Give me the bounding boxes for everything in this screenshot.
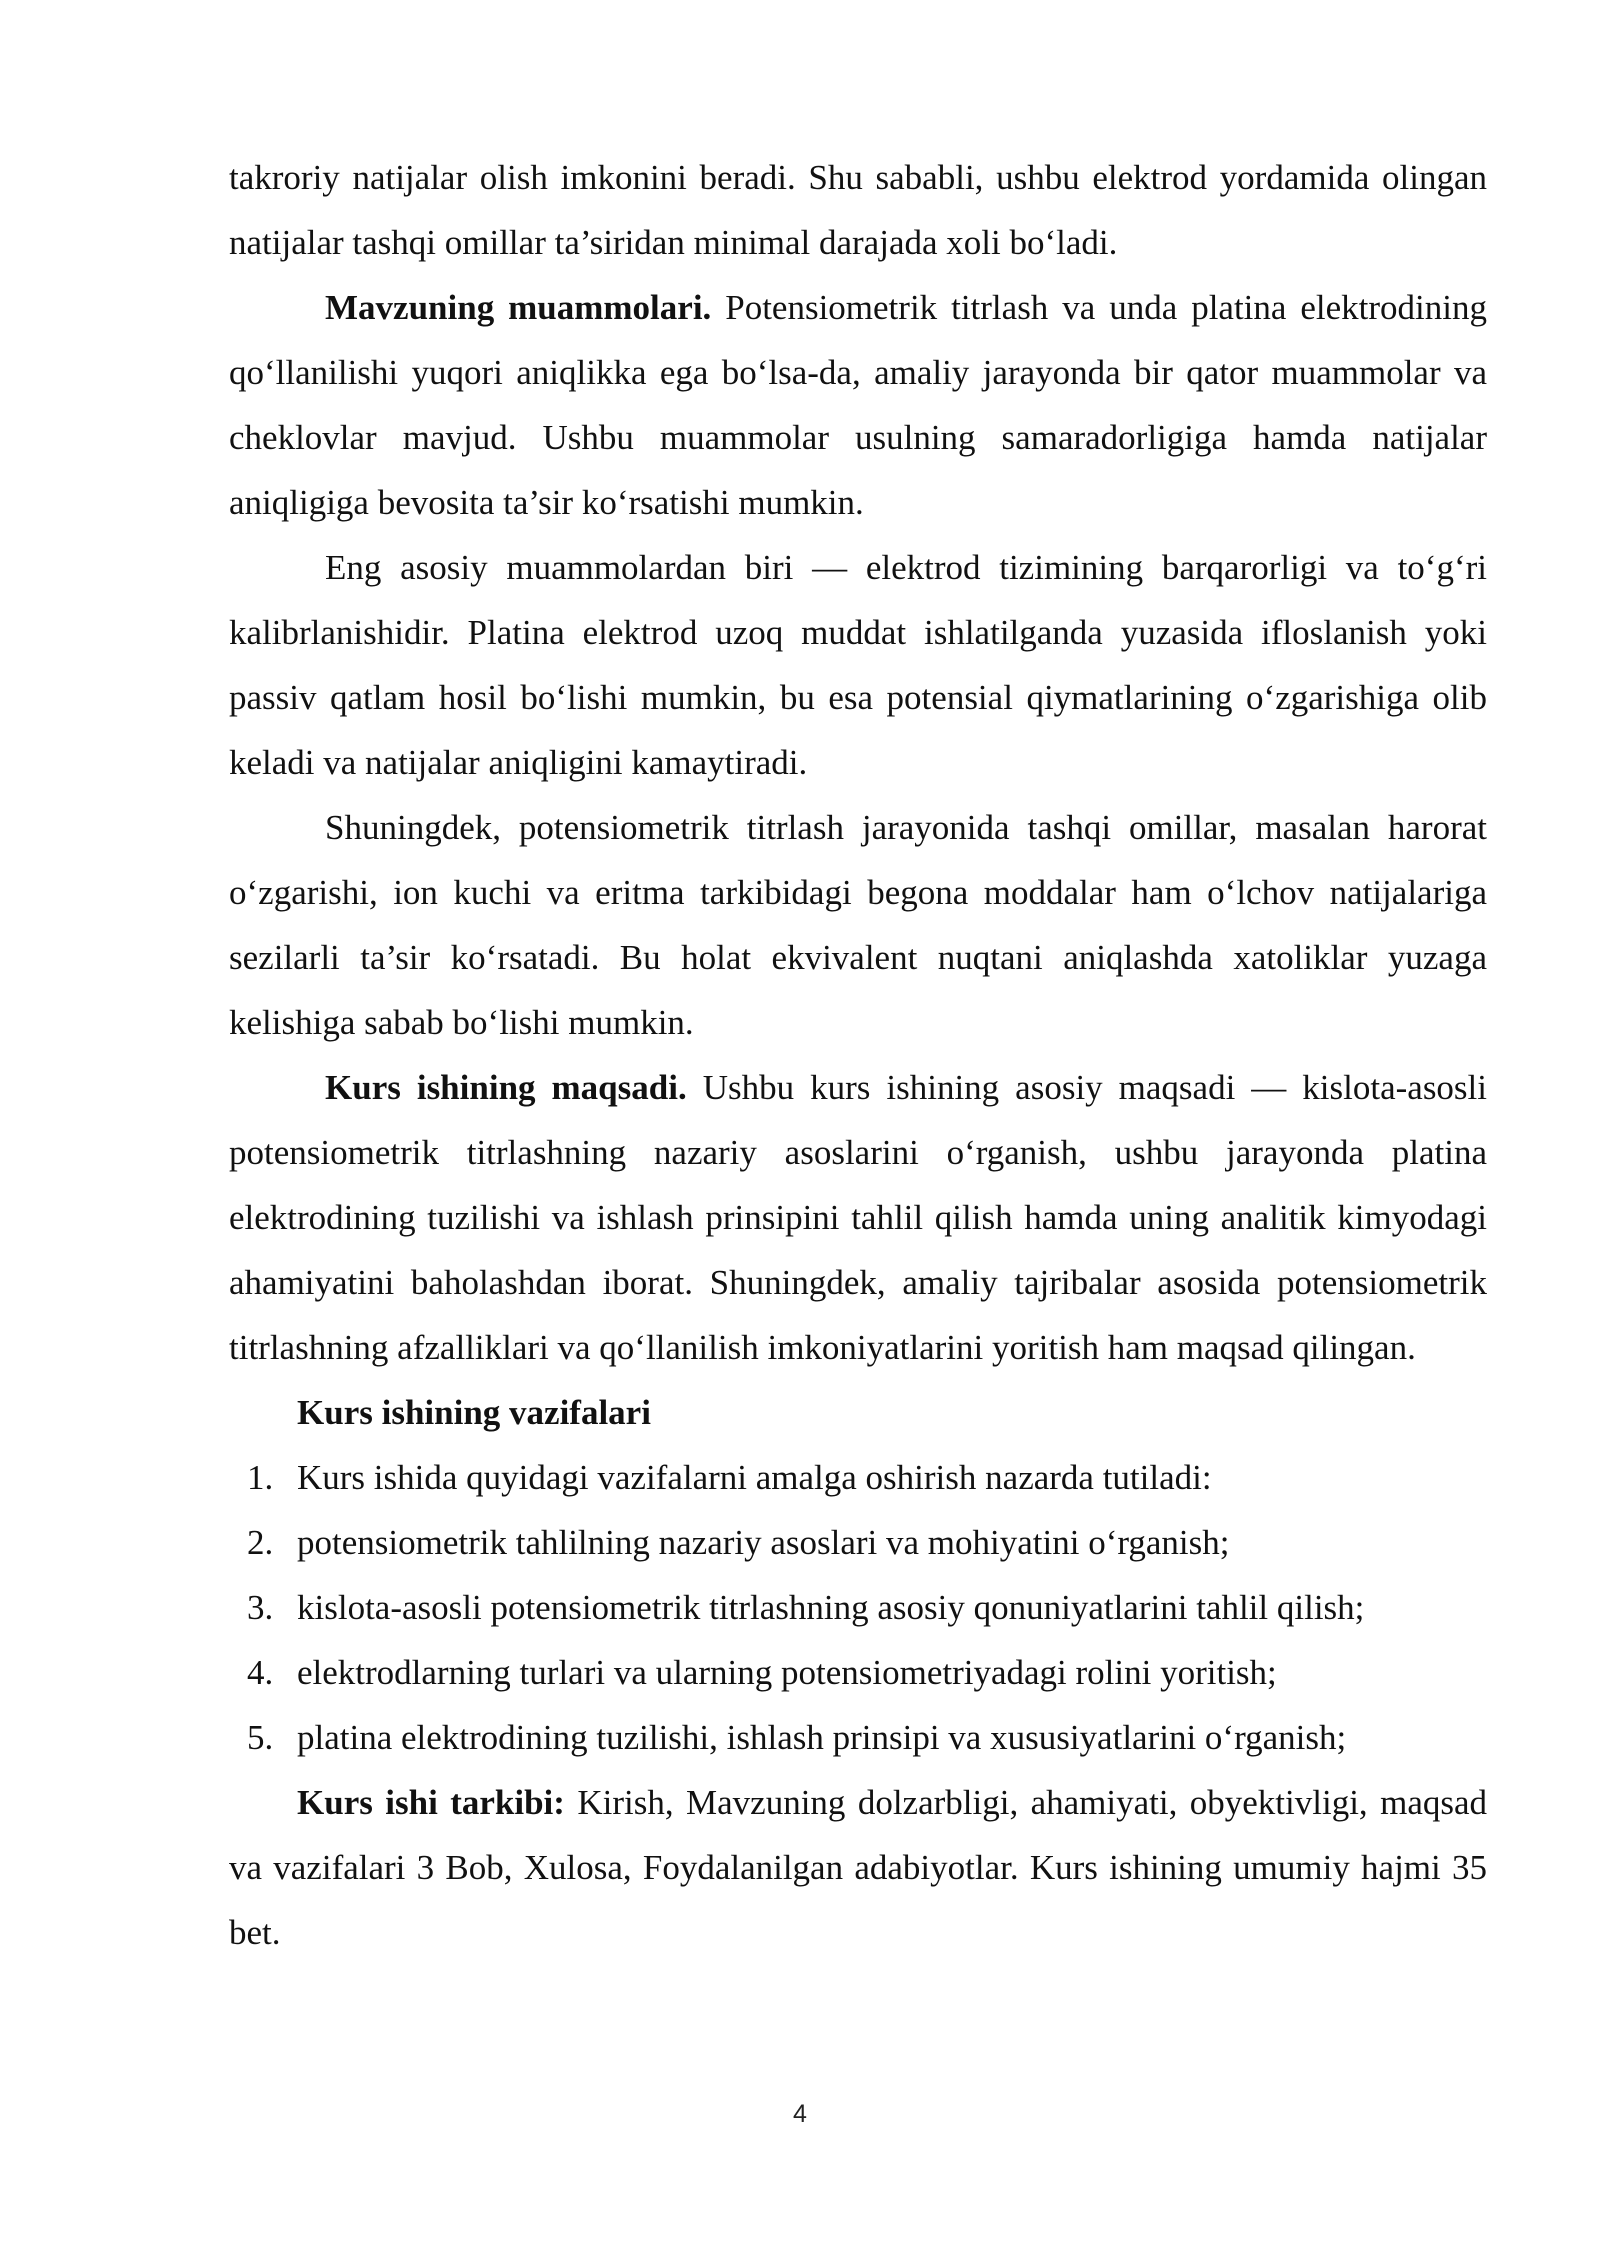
- paragraph-text: Potensiometrik titrlash va unda platina elektrodining qo‘llanilishi yuqori aniqlikka ega bo‘lsa-da, amaliy jarayonda bir qator muammolar va cheklovlar mavjud. Ushbu muammolar usulning samaradorligiga hamda natijalar aniqligiga bevosita ta’sir ko‘rsatishi mumkin.: [229, 288, 1487, 522]
- problems-heading: Mavzuning muammolari.: [325, 288, 712, 327]
- paragraph-problems: [229, 275, 1487, 535]
- list-item-number: 4.: [247, 1653, 274, 1692]
- paragraph-structure: [229, 1770, 1487, 1965]
- list-item-number: 1.: [247, 1458, 274, 1497]
- list-item: [229, 1510, 1487, 1575]
- list-item-text: potensiometrik tahlilning nazariy asoslari va mohiyatini o‘rganish;: [297, 1523, 1230, 1562]
- paragraph-intro-continuation: [229, 145, 1487, 275]
- list-item-text: elektrodlarning turlari va ularning potensiometriyadagi rolini yoritish;: [297, 1653, 1277, 1692]
- list-item: [229, 1445, 1487, 1510]
- paragraph-main-problem: [229, 535, 1487, 795]
- paragraph-external-factors: [229, 795, 1487, 1055]
- list-item: [229, 1575, 1487, 1640]
- paragraph-goal: [229, 1055, 1487, 1380]
- list-item-number: 2.: [247, 1523, 274, 1562]
- paragraph-text: Shuningdek, potensiometrik titrlash jarayonida tashqi omillar, masalan harorat o‘zgarishi, ion kuchi va eritma tarkibidagi begona moddalar ham o‘lchov natijalariga sezilarli ta’sir ko‘rsatadi. Bu holat ekvivalent nuqtani aniqlashda xatoliklar yuzaga kelishiga sabab bo‘lishi mumkin.: [229, 808, 1487, 1042]
- page-number: 4: [793, 2100, 807, 2128]
- list-item-number: 3.: [247, 1588, 274, 1627]
- goal-heading: Kurs ishining maqsadi.: [325, 1068, 687, 1107]
- tasks-heading: Kurs ishining vazifalari: [297, 1393, 651, 1432]
- tasks-list: [229, 1445, 1487, 1770]
- list-item: [229, 1640, 1487, 1705]
- paragraph-text: takroriy natijalar olish imkonini beradi. Shu sababli, ushbu elektrod yordamida olingan natijalar tashqi omillar ta’siridan minimal darajada xoli bo‘ladi.: [229, 158, 1487, 262]
- structure-heading: Kurs ishi tarkibi:: [297, 1783, 565, 1822]
- paragraph-text: Ushbu kurs ishining asosiy maqsadi — kislota-asosli potensiometrik titrlashning nazariy asoslarini o‘rganish, ushbu jarayonda platina elektrodining tuzilishi va ishlash prinsipini tahlil qilish hamda uning analitik kimyodagi ahamiyatini baholashdan iborat. Shuningdek, amaliy tajribalar asosida potensiometrik titrlashning afzalliklari va qo‘llanilish imkoniyatlarini yoritish ham maqsad qilingan.: [229, 1068, 1488, 1367]
- document-page: [229, 145, 1487, 1965]
- paragraph-text: Eng asosiy muammolardan biri — elektrod tizimining barqarorligi va to‘g‘ri kalibrlanishidir. Platina elektrod uzoq muddat ishlatilganda yuzasida ifloslanish yoki passiv qatlam hosil bo‘lishi mumkin, bu esa potensial qiymatlarining o‘zgarishiga olib keladi va natijalar aniqligini kamaytiradi.: [229, 548, 1487, 782]
- paragraph-text: Kirish, Mavzuning dolzarbligi, ahamiyati, obyektivligi, maqsad va vazifalari 3 Bob, Xulosa, Foydalanilgan adabiyotlar. Kurs ishining umumiy hajmi 35 bet.: [229, 1783, 1488, 1952]
- list-item: [229, 1705, 1487, 1770]
- list-item-text: platina elektrodining tuzilishi, ishlash prinsipi va xususiyatlarini o‘rganish;: [297, 1718, 1347, 1757]
- list-item-text: kislota-asosli potensiometrik titrlashning asosiy qonuniyatlarini tahlil qilish;: [297, 1588, 1365, 1627]
- list-item-number: 5.: [247, 1718, 274, 1757]
- list-item-text: Kurs ishida quyidagi vazifalarni amalga oshirish nazarda tutiladi:: [297, 1458, 1212, 1497]
